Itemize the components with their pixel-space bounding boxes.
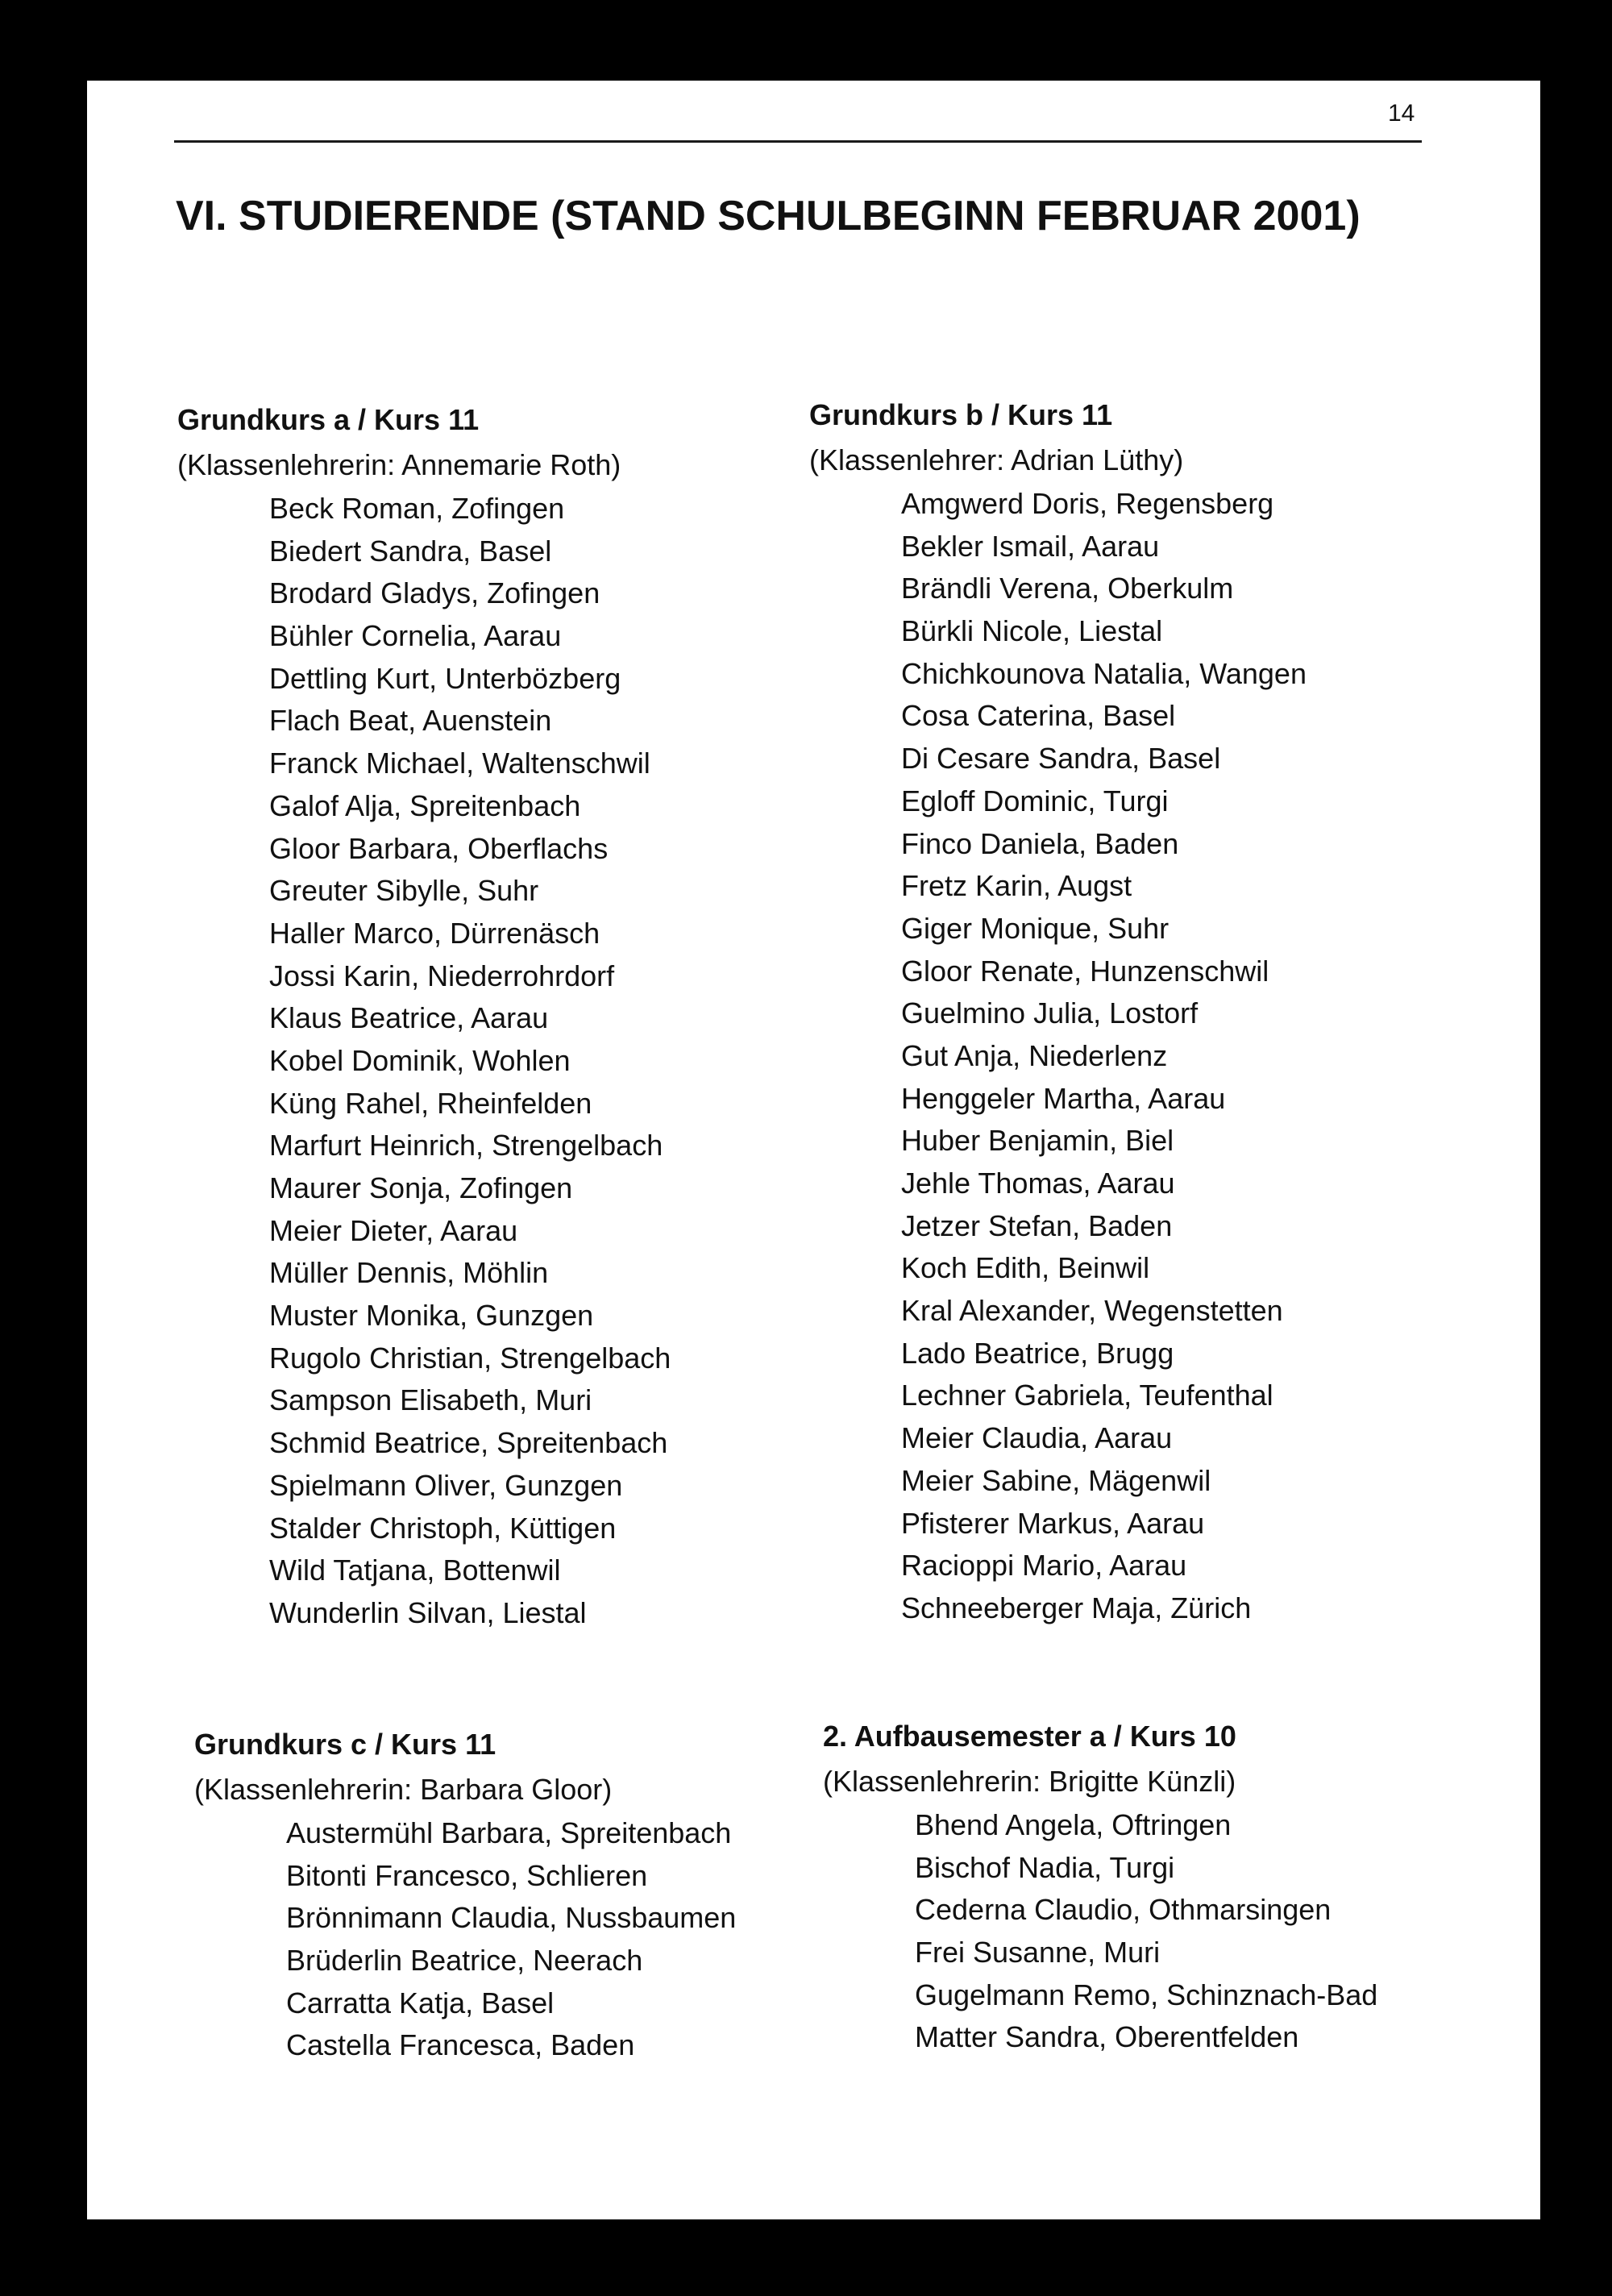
student-entry: Huber Benjamin, Biel xyxy=(901,1124,1174,1158)
section-title: Grundkurs a / Kurs 11 xyxy=(177,403,480,436)
student-entry: Pfisterer Markus, Aarau xyxy=(901,1506,1205,1540)
student-entry: Jehle Thomas, Aarau xyxy=(901,1167,1175,1200)
student-entry: Brüderlin Beatrice, Neerach xyxy=(286,1944,643,1978)
student-entry: Marfurt Heinrich, Strengelbach xyxy=(269,1129,663,1163)
student-entry: Biedert Sandra, Basel xyxy=(269,534,552,568)
student-entry: Lechner Gabriela, Teufenthal xyxy=(901,1379,1273,1412)
student-entry: Muster Monika, Gunzgen xyxy=(269,1299,594,1333)
student-entry: Jossi Karin, Niederrohrdorf xyxy=(269,959,615,992)
student-entry: Cederna Claudio, Othmarsingen xyxy=(915,1893,1332,1927)
student-entry: Frei Susanne, Muri xyxy=(915,1936,1161,1969)
student-entry: Kobel Dominik, Wohlen xyxy=(269,1043,571,1077)
student-entry: Meier Sabine, Mägenwil xyxy=(901,1463,1211,1497)
student-entry: Jetzer Stefan, Baden xyxy=(901,1208,1173,1242)
section-teacher: (Klassenlehrerin: Brigitte Künzli) xyxy=(823,1765,1236,1798)
student-entry: Gloor Barbara, Oberflachs xyxy=(269,831,609,865)
student-list xyxy=(177,488,822,1635)
student-entry: Matter Sandra, Oberentfelden xyxy=(915,2020,1299,2054)
student-entry: Brönnimann Claudia, Nussbaumen xyxy=(286,1901,737,1935)
student-entry: Kral Alexander, Wegenstetten xyxy=(901,1294,1283,1328)
student-entry: Racioppi Mario, Aarau xyxy=(901,1549,1187,1583)
student-entry: Cosa Caterina, Basel xyxy=(901,699,1176,733)
student-entry: Spielmann Oliver, Gunzgen xyxy=(269,1468,623,1502)
student-entry: Carratta Katja, Basel xyxy=(286,1986,555,2019)
student-entry: Galof Alja, Spreitenbach xyxy=(269,788,581,822)
student-entry: Klaus Beatrice, Aarau xyxy=(269,1001,549,1035)
page-number: 14 xyxy=(1388,100,1415,127)
student-entry: Bühler Cornelia, Aarau xyxy=(269,619,562,653)
student-entry: Stalder Christoph, Küttigen xyxy=(269,1511,617,1545)
student-entry: Maurer Sonja, Zofingen xyxy=(269,1171,573,1204)
section-teacher: (Klassenlehrer: Adrian Lüthy) xyxy=(809,443,1184,476)
student-entry: Brändli Verena, Oberkulm xyxy=(901,572,1234,605)
student-entry: Franck Michael, Waltenschwil xyxy=(269,747,650,780)
student-entry: Meier Dieter, Aarau xyxy=(269,1213,518,1247)
student-entry: Chichkounova Natalia, Wangen xyxy=(901,656,1307,690)
student-entry: Castella Francesca, Baden xyxy=(286,2028,635,2062)
chapter-heading: VI. STUDIERENDE (STAND SCHULBEGINN FEBRUAR 2001) xyxy=(176,193,1361,239)
section-title: Grundkurs c / Kurs 11 xyxy=(194,1728,496,1761)
student-entry: Rugolo Christian, Strengelbach xyxy=(269,1341,671,1375)
student-entry: Di Cesare Sandra, Basel xyxy=(901,742,1221,776)
student-entry: Schneeberger Maja, Zürich xyxy=(901,1591,1252,1624)
header-rule xyxy=(174,140,1422,143)
student-entry: Schmid Beatrice, Spreitenbach xyxy=(269,1426,668,1460)
student-entry: Haller Marco, Dürrenäsch xyxy=(269,916,600,950)
student-entry: Müller Dennis, Möhlin xyxy=(269,1256,549,1290)
student-entry: Greuter Sibylle, Suhr xyxy=(269,874,539,908)
student-entry: Beck Roman, Zofingen xyxy=(269,492,565,525)
student-entry: Sampson Elisabeth, Muri xyxy=(269,1383,592,1417)
student-entry: Giger Monique, Suhr xyxy=(901,911,1170,945)
student-entry: Gloor Renate, Hunzenschwil xyxy=(901,954,1269,988)
student-entry: Bhend Angela, Oftringen xyxy=(915,1808,1232,1841)
student-entry: Bitonti Francesco, Schlieren xyxy=(286,1858,648,1892)
section-grundkurs-b xyxy=(809,393,1454,1630)
student-entry: Gut Anja, Niederlenz xyxy=(901,1038,1168,1072)
student-entry: Bischof Nadia, Turgi xyxy=(915,1850,1175,1884)
section-teacher: (Klassenlehrerin: Barbara Gloor) xyxy=(194,1773,613,1806)
section-aufbausemester-a xyxy=(823,1714,1468,2059)
section-grundkurs-c xyxy=(194,1722,839,2067)
student-entry: Austermühl Barbara, Spreitenbach xyxy=(286,1816,732,1849)
student-entry: Bekler Ismail, Aarau xyxy=(901,529,1160,563)
student-entry: Henggeler Martha, Aarau xyxy=(901,1081,1226,1115)
student-entry: Küng Rahel, Rheinfelden xyxy=(269,1086,592,1120)
student-entry: Egloff Dominic, Turgi xyxy=(901,784,1169,817)
section-teacher: (Klassenlehrerin: Annemarie Roth) xyxy=(177,448,621,481)
student-list xyxy=(809,483,1454,1630)
student-list xyxy=(823,1804,1468,2059)
student-entry: Guelmino Julia, Lostorf xyxy=(901,996,1199,1030)
student-entry: Fretz Karin, Augst xyxy=(901,869,1132,903)
student-entry: Koch Edith, Beinwil xyxy=(901,1251,1150,1285)
student-entry: Lado Beatrice, Brugg xyxy=(901,1336,1174,1370)
section-grundkurs-a xyxy=(177,397,822,1635)
student-entry: Amgwerd Doris, Regensberg xyxy=(901,487,1274,520)
student-entry: Finco Daniela, Baden xyxy=(901,826,1179,860)
student-entry: Wild Tatjana, Bottenwil xyxy=(269,1554,561,1587)
section-title: Grundkurs b / Kurs 11 xyxy=(809,398,1113,431)
student-entry: Flach Beat, Auenstein xyxy=(269,704,552,738)
student-entry: Bürkli Nicole, Liestal xyxy=(901,614,1163,648)
student-entry: Meier Claudia, Aarau xyxy=(901,1421,1173,1455)
section-title: 2. Aufbausemester a / Kurs 10 xyxy=(823,1720,1236,1753)
student-entry: Dettling Kurt, Unterbözberg xyxy=(269,661,621,695)
student-list xyxy=(194,1812,839,2067)
student-entry: Gugelmann Remo, Schinznach-Bad xyxy=(915,1978,1378,2011)
student-entry: Brodard Gladys, Zofingen xyxy=(269,576,600,610)
student-entry: Wunderlin Silvan, Liestal xyxy=(269,1595,587,1629)
